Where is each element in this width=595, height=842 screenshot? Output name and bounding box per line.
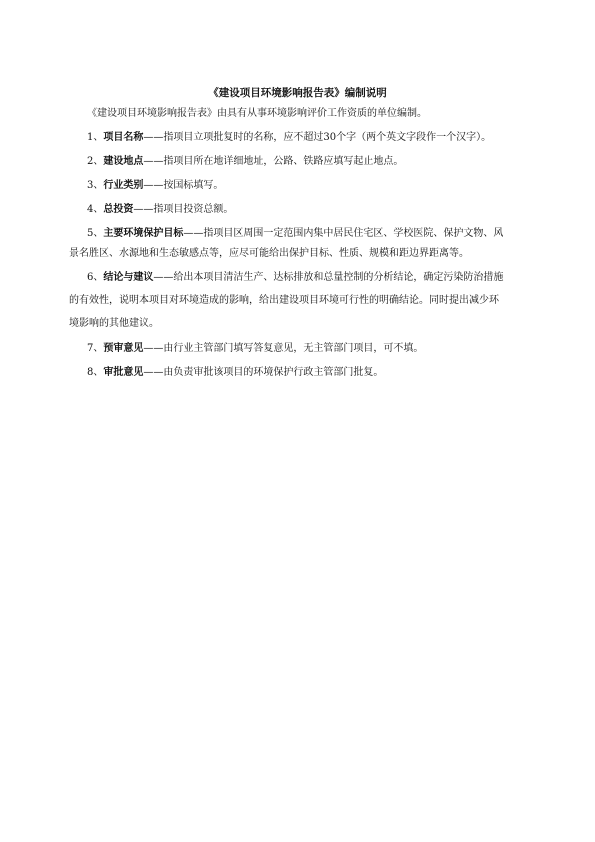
item-text: ——按国标填写。 — [143, 180, 224, 191]
intro-paragraph: 《建设项目环境影响报告表》由具有从事环境影响评价工作资质的单位编制。 — [87, 108, 427, 119]
item-text: ——指项目区周围一定范围内集中居民住宅区、学校医院、保护文物、风 — [183, 228, 504, 239]
item-term: 总投资 — [103, 204, 134, 215]
item-number: 4、 — [87, 204, 104, 215]
item-7 — [87, 342, 423, 356]
document-title: 《建设项目环境影响报告表》编制说明 — [208, 87, 387, 99]
item-number: 2、 — [87, 156, 104, 167]
item-6 — [87, 271, 503, 285]
item-number: 8、 — [87, 367, 104, 378]
item-4 — [87, 203, 233, 217]
item-text: ——指项目投资总额。 — [133, 204, 234, 215]
item-text: ——指项目立项批复时的名称，应不超过30个字（两个英文字段作一个汉字）。 — [143, 132, 492, 143]
item-number: 3、 — [87, 180, 104, 191]
item-term: 结论与建议 — [103, 272, 154, 283]
item-2 — [87, 155, 403, 169]
item-term: 预审意见 — [103, 343, 144, 354]
item-text: ——由负责审批该项目的环境保护行政主管部门批复。 — [143, 367, 384, 378]
item-number: 6、 — [87, 272, 104, 283]
item-5-continuation: 景名胜区、水源地和生态敏感点等，应尽可能给出保护目标、性质、规模和距边界距离等。 — [69, 248, 469, 259]
item-6-continuation-2: 境影响的其他建议。 — [69, 318, 159, 329]
item-1 — [87, 131, 491, 145]
item-number: 1、 — [87, 132, 104, 143]
item-6-continuation-1: 的有效性，说明本项目对环境造成的影响，给出建设项目环境可行性的明确结论。同时提出减少环 — [69, 295, 499, 306]
item-text: ——给出本项目清洁生产、达标排放和总量控制的分析结论，确定污染防治措施 — [153, 272, 504, 283]
item-text: ——指项目所在地详细地址，公路、铁路应填写起止地点。 — [143, 156, 404, 167]
item-number: 5、 — [87, 228, 104, 239]
item-text: ——由行业主管部门填写答复意见，无主管部门项目，可不填。 — [143, 343, 424, 354]
item-8 — [87, 366, 383, 380]
item-5 — [87, 227, 503, 241]
item-term: 主要环境保护目标 — [103, 228, 184, 239]
item-term: 项目名称 — [103, 132, 144, 143]
item-term: 审批意见 — [103, 367, 144, 378]
item-term: 建设地点 — [103, 156, 144, 167]
item-term: 行业类别 — [103, 180, 144, 191]
item-3 — [87, 179, 223, 193]
item-number: 7、 — [87, 343, 104, 354]
